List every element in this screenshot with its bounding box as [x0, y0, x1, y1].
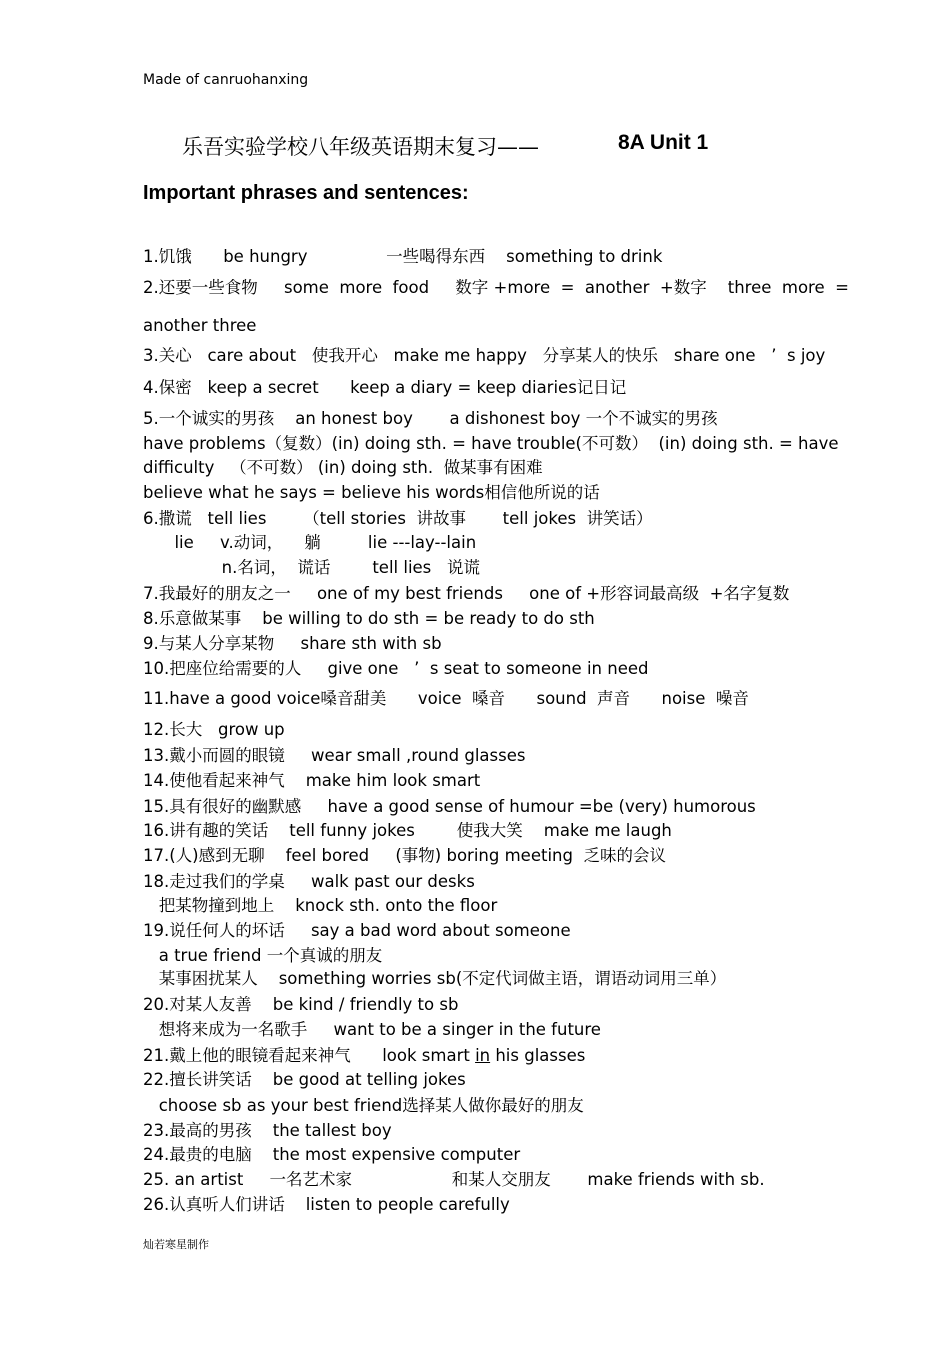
phrase-line-19-friend: a true friend 一个真诚的朋友 — [143, 946, 383, 965]
phrase-line-22-choose: choose sb as your best friend选择某人做你最好的朋友 — [143, 1096, 584, 1115]
page-footer: 灿若寒星制作 — [143, 1238, 209, 1251]
phrase-line-21-tail: his glasses — [490, 1046, 586, 1065]
phrase-line-10: 10.把座位给需要的人 give one ’ s seat to someone in need — [143, 659, 649, 678]
phrase-line-19: 19.说任何人的坏话 say a bad word about someone — [143, 921, 571, 940]
phrase-line-23: 23.最高的男孩 the tallest boy — [143, 1121, 392, 1140]
page-title-unit: 8A Unit 1 — [618, 131, 709, 154]
phrase-line-14: 14.使他看起来神气 make him look smart — [143, 771, 481, 790]
phrase-line-15: 15.具有很好的幽默感 have a good sense of humour =be (very) humorous — [143, 797, 756, 816]
phrase-line-9: 9.与某人分享某物 share sth with sb — [143, 634, 442, 653]
phrase-line-26: 26.认真听人们讲话 listen to people carefully — [143, 1195, 510, 1214]
phrase-line-2-cont: another three — [143, 316, 257, 335]
phrase-line-7: 7.我最好的朋友之一 one of my best friends one of +形容词最高级 +名字复数 — [143, 584, 790, 603]
phrase-line-19-worries: 某事困扰某人 something worries sb(不定代词做主语，谓语动词用三单） — [143, 969, 727, 988]
phrase-line-21-text: 21.戴上他的眼镜看起来神气 look smart — [143, 1046, 476, 1065]
phrase-line-24: 24.最贵的电脑 the most expensive computer — [143, 1145, 521, 1164]
phrase-line-13: 13.戴小而圆的眼镜 wear small ,round glasses — [143, 746, 526, 765]
phrase-line-12: 12.长大 grow up — [143, 720, 285, 739]
phrase-line-22: 22.擅长讲笑话 be good at telling jokes — [143, 1070, 466, 1089]
phrase-line-2: 2.还要一些食物 some more food 数字 +more = another +数字 three more = — [143, 278, 849, 297]
phrase-line-20-singer: 想将来成为一名歌手 want to be a singer in the future — [143, 1020, 601, 1039]
phrase-line-21-underlined: in — [475, 1046, 491, 1065]
phrase-line-18: 18.走过我们的学桌 walk past our desks — [143, 872, 475, 891]
phrase-line-6-noun: n.名词， 谎话 tell lies 说谎 — [143, 558, 481, 577]
phrase-line-25: 25. an artist 一名艺术家 和某人交朋友 make friends with sb. — [143, 1170, 765, 1189]
phrase-line-6: 6.撒谎 tell lies （tell stories 讲故事 tell jokes 讲笑话） — [143, 509, 653, 528]
phrase-line-8: 8.乐意做某事 be willing to do sth = be ready to do sth — [143, 609, 595, 628]
phrase-line-5-problems: have problems（复数）(in) doing sth. = have trouble(不可数） (in) doing sth. = have — [143, 434, 839, 453]
phrase-line-11: 11.have a good voice嗓音甜美 voice 嗓音 sound 声音 noise 噪音 — [143, 689, 749, 708]
phrase-line-5-difficulty: difficulty （不可数） (in) doing sth. 做某事有困难 — [143, 458, 543, 477]
page-title-chinese: 乐吾实验学校八年级英语期末复习—— — [182, 135, 539, 159]
phrase-line-16: 16.讲有趣的笑话 tell funny jokes 使我大笑 make me laugh — [143, 821, 672, 840]
phrase-line-1: 1.饥饿 be hungry 一些喝得东西 something to drink — [143, 247, 663, 266]
page-header: Made of canruohanxing — [143, 72, 309, 88]
phrase-line-5-believe: believe what he says = believe his words相信他所说的话 — [143, 483, 600, 502]
phrase-line-20: 20.对某人友善 be kind / friendly to sb — [143, 995, 459, 1014]
phrase-line-4: 4.保密 keep a secret keep a diary = keep diaries记日记 — [143, 378, 627, 397]
phrase-line-18-knock: 把某物撞到地上 knock sth. onto the floor — [143, 896, 498, 915]
phrase-line-21 — [143, 1046, 585, 1066]
section-heading: Important phrases and sentences: — [143, 182, 469, 204]
phrase-line-5: 5.一个诚实的男孩 an honest boy a dishonest boy 一个不诚实的男孩 — [143, 409, 718, 428]
phrase-line-3: 3.关心 care about 使我开心 make me happy 分享某人的快乐 share one ’ s joy — [143, 346, 826, 365]
phrase-line-6-verb: lie v.动词， 躺 lie ---lay--lain — [143, 533, 477, 552]
phrase-line-17: 17.(人)感到无聊 feel bored (事物) boring meeting 乏味的会议 — [143, 846, 666, 865]
